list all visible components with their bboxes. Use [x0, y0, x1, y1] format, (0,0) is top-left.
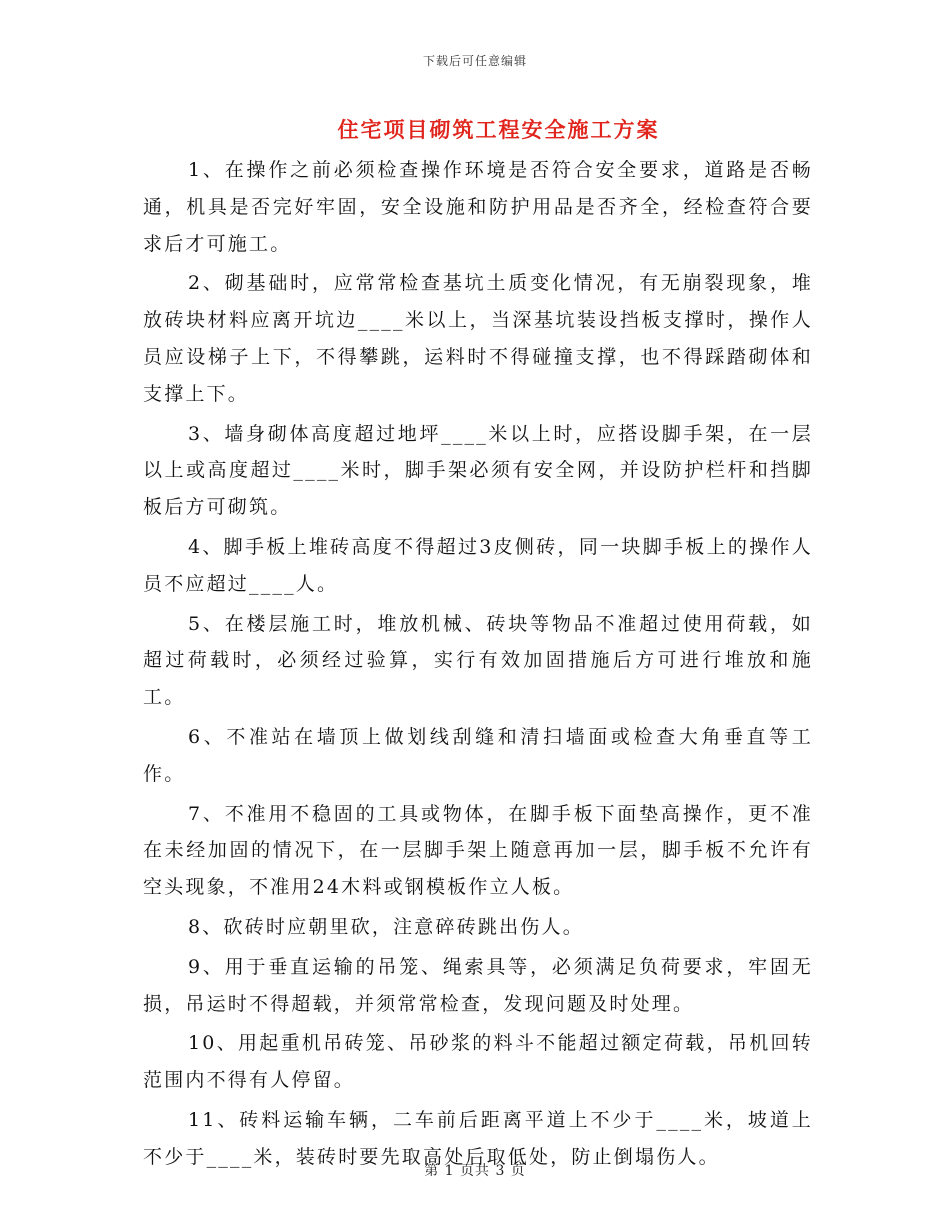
paragraph-6: 6、不准站在墙顶上做划线刮缝和清扫墙面或检查大角垂直等工作。	[143, 725, 813, 785]
paragraph-4: 4、脚手板上堆砖高度不得超过3皮侧砖，同一块脚手板上的操作人员不应超过____人。	[143, 535, 813, 595]
paragraph-7: 7、不准用不稳固的工具或物体，在脚手板下面垫高操作，更不准在未经加固的情况下，在一层脚手架上随意再加一层，脚手板不允许有空头现象，不准用24木料或钢模板作立人板。	[143, 802, 813, 899]
paragraph-2: 2、砌基础时，应常常检查基坑土质变化情况，有无崩裂现象，堆放砖块材料应离开坑边____米以上，当深基坑装设挡板支撑时，操作人员应设梯子上下，不得攀跳，运料时不得碰撞支撑，也不得踩踏砌体和支撑上下。	[143, 272, 813, 405]
paragraph-3: 3、墙身砌体高度超过地坪____米以上时，应搭设脚手架，在一层以上或高度超过____米时，脚手架必须有安全网，并设防护栏杆和挡脚板后方可砌筑。	[143, 422, 813, 519]
page-number: 第 1 页共 3 页	[424, 1163, 526, 1179]
paragraph-5: 5、在楼层施工时，堆放机械、砖块等物品不准超过使用荷载，如超过荷载时，必须经过验算，实行有效加固措施后方可进行堆放和施工。	[143, 612, 813, 709]
paragraph-1: 1、在操作之前必须检查操作环境是否符合安全要求，道路是否畅通，机具是否完好牢固，安全设施和防护用品是否齐全，经检查符合要求后才可施工。	[143, 159, 813, 255]
paragraph-8: 8、砍砖时应朝里砍，注意碎砖跳出伤人。	[188, 915, 584, 938]
paragraph-9: 9、用于垂直运输的吊笼、绳索具等，必须满足负荷要求，牢固无损，吊运时不得超载，并须常常检查，发现问题及时处理。	[143, 955, 813, 1015]
document-body	[143, 152, 813, 1179]
header-note: 下载后可任意编辑	[422, 54, 527, 68]
paragraph-11: 11、砖料运输车辆，二车前后距离平道上不少于____米，坡道上不少于____米，装砖时要先取高处后取低处，防止倒塌伤人。	[143, 1108, 813, 1168]
paragraph-10: 10、用起重机吊砖笼、吊砂浆的料斗不能超过额定荷载，吊机回转范围内不得有人停留。	[143, 1032, 813, 1092]
document-title: 住宅项目砌筑工程安全施工方案	[337, 117, 660, 142]
